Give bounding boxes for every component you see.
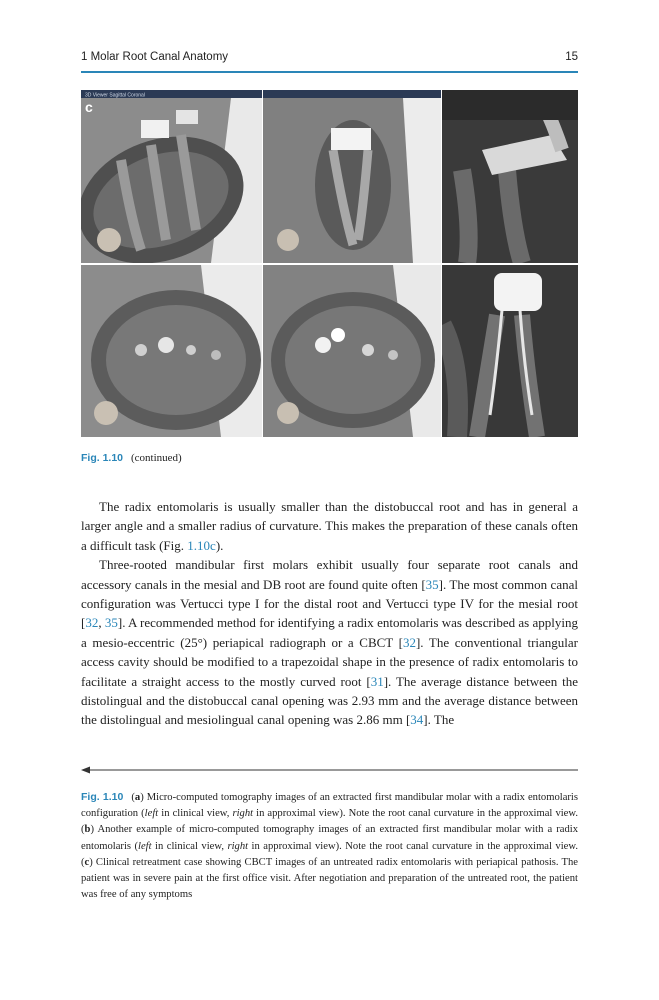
text-run: in clinical view,	[151, 840, 228, 852]
panel-letter: a	[134, 792, 141, 803]
text-run: ]. A recommended method for identifying a radix entomolaris was described as applying a mesio-eccentric (25°) periapical radiograph or a CBCT [	[81, 615, 578, 650]
cbct-coronal-panel	[263, 90, 441, 263]
citation-link[interactable]: 35	[425, 576, 439, 592]
panel-label-c: c	[85, 99, 93, 115]
text-run: ) Micro-computed tomography images of an extracted first mandibular molar with a radix entomolaris configuration (	[81, 792, 578, 820]
text-run: ]. The conventional triangular access cavity should be modified to a trapezoidal shape in the presence of radix entomolaris to facilitate a straight access to the mostly curved root [	[81, 634, 578, 689]
cbct-sagittal-image	[81, 90, 262, 263]
running-header	[81, 51, 578, 69]
italic-text: right	[227, 840, 249, 852]
cbct-sagittal-panel	[81, 90, 262, 263]
body-text	[81, 497, 578, 730]
text-run: Three-rooted mandibular first molars exhibit usually four separate root canals and accessory canals in the mesial and DB root are found quite often [	[81, 557, 578, 592]
figure-continued-caption	[81, 452, 182, 464]
continued-text: (continued)	[131, 452, 182, 464]
text-run: ).	[215, 537, 224, 553]
text-run: in approximal view). Note the root canal curvature in the approximal view. (	[81, 840, 578, 868]
panel-letter: c	[84, 856, 90, 868]
text-run: The radix entomolaris is usually smaller than the distobuccal root and has in general a larger angle and a smaller radius of curvature. This makes the preparation of these canals often a difficult task (Fig.	[81, 499, 578, 553]
figure-label: Fig. 1.10	[81, 452, 124, 464]
citation-link[interactable]: 32	[402, 634, 416, 650]
caption-figure-label: Fig. 1.10	[81, 791, 124, 803]
citation-link[interactable]: 1.10c	[187, 537, 216, 553]
figure-1-10c	[81, 90, 578, 437]
panel-letter: b	[84, 824, 91, 836]
text-run: (	[131, 792, 135, 803]
italic-text: left	[144, 808, 159, 820]
viewer-toolbar: 3D Viewer Sagittal Coronal	[85, 92, 145, 99]
text-run: ]. The most common canal configuration was Vertucci type I for the distal root and Vertucci type IV for the mesial root [	[81, 576, 578, 631]
paragraph-2	[81, 555, 578, 730]
arrow-rule	[81, 765, 578, 775]
text-run: ) Clinical retreatment case showing CBCT images of an untreated radix entomolaris with periapical pathosis. The patient was in severe pain at the first office visit. After negotiation and preparation of the untreated root, the patient was free of any symptoms	[81, 856, 578, 901]
figure-caption	[81, 789, 578, 903]
text-run: ) Another example of micro-computed tomography images of an extracted first mandibular molar with a radix entomolaris (	[81, 824, 578, 852]
citation-link[interactable]: 32	[85, 615, 99, 631]
text-run: in approximal view). Note the root canal curvature in the approximal view. (	[81, 808, 578, 836]
text-run: ]. The average distance between the distolingual and the distobuccal canal opening was 2.93 mm and the average distance between the distolingual and mesiolingual canal opening was 2.86 mm [	[81, 673, 579, 728]
cbct-axial-panel-1	[81, 265, 262, 437]
page-number: 15	[565, 51, 578, 63]
citation-link[interactable]: 35	[104, 615, 118, 631]
citation-link[interactable]: 31	[370, 673, 384, 689]
text-run: ,	[98, 615, 105, 631]
header-rule	[81, 71, 578, 73]
text-run: in clinical view,	[158, 808, 233, 820]
periapical-xray-after-panel	[442, 265, 578, 437]
periapical-xray-before-panel	[442, 90, 578, 263]
caption-text	[81, 792, 578, 900]
italic-text: right	[232, 808, 254, 820]
citation-link[interactable]: 34	[410, 712, 424, 728]
text-run: ]. The	[423, 712, 455, 728]
cbct-axial-panel-2	[263, 265, 441, 437]
chapter-title: 1 Molar Root Canal Anatomy	[81, 51, 229, 63]
paragraph-1	[81, 497, 578, 555]
italic-text: left	[138, 840, 152, 852]
